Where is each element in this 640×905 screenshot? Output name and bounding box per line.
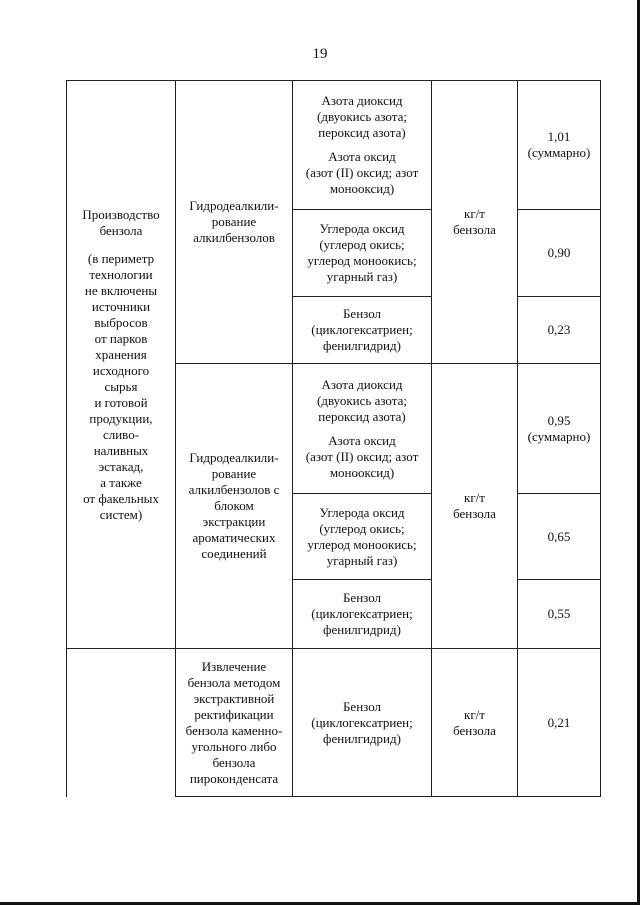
- value-cell: 0,65: [518, 494, 601, 580]
- page-number: 19: [312, 46, 328, 62]
- substance-text: Азота диоксид (двуокись азота; пероксид азота): [317, 376, 407, 424]
- substance-cell: Бензол (циклогексатриен; фенилгидрид): [293, 580, 432, 649]
- production-continuation: [67, 649, 176, 797]
- substance-cell: Бензол (циклогексатриен; фенилгидрид): [293, 649, 432, 797]
- production-note: (в периметр технологии не включены источники выбросов от парков хранения исходного сырья и готовой продукции, сливо- наливных эстакад, а также от факельных систем): [83, 250, 159, 522]
- production-cell: [67, 81, 176, 649]
- substance-text: Азота оксид (азот (II) оксид; азот монооксид): [305, 432, 419, 480]
- substance-text: Азота оксид (азот (II) оксид; азот монооксид): [305, 149, 419, 196]
- substance-cell: [293, 364, 432, 494]
- substance-cell: Бензол (циклогексатриен; фенилгидрид): [293, 297, 432, 364]
- unit-cell: кг/т бензола: [432, 81, 518, 364]
- process-cell: Гидродеалкили- рование алкилбензолов с блоком экстракции ароматических соединений: [176, 364, 293, 649]
- substance-cell: [293, 81, 432, 210]
- value-cell: 0,90: [518, 210, 601, 297]
- table-row: [67, 81, 601, 210]
- table-row: [67, 649, 601, 797]
- value-cell: 0,95 (суммарно): [518, 364, 601, 494]
- substance-cell: Углерода оксид (углерод окись; углерод моноокись; угарный газ): [293, 210, 432, 297]
- substance-cell: Углерода оксид (углерод окись; углерод моноокись; угарный газ): [293, 494, 432, 580]
- process-cell: Извлечение бензола методом экстрактивной ректификации бензола каменно- угольного либо бензола пироконденсата: [176, 649, 293, 797]
- process-cell: Гидродеалкили- рование алкилбензолов: [176, 81, 293, 364]
- substance-text: Азота диоксид (двуокись азота; пероксид азота): [317, 93, 407, 140]
- production-label: Производство бензола: [82, 206, 160, 238]
- value-cell: 0,55: [518, 580, 601, 649]
- value-cell: 0,23: [518, 297, 601, 364]
- value-cell: 1,01 (суммарно): [518, 81, 601, 210]
- unit-cell: кг/т бензола: [432, 364, 518, 649]
- unit-cell: кг/т бензола: [432, 649, 518, 797]
- emissions-table: [66, 80, 601, 797]
- value-cell: 0,21: [518, 649, 601, 797]
